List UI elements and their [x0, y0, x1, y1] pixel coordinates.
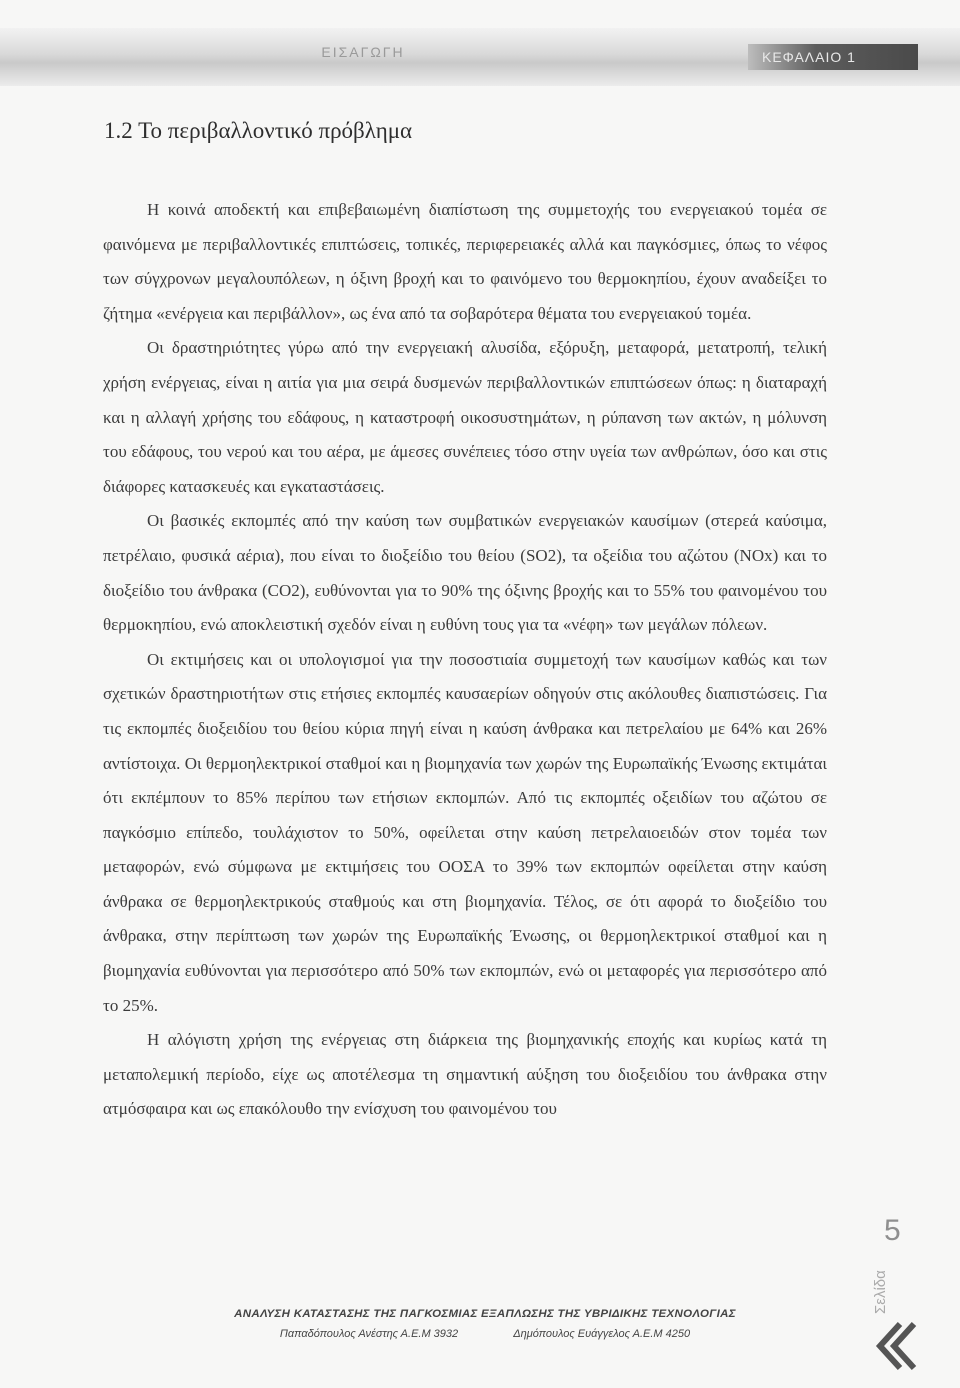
footer-authors [160, 1328, 810, 1340]
paragraph: Η κοινά αποδεκτή και επιβεβαιωμένη διαπίστωση της συμμετοχής του ενεργειακού τομέα σε φαινόμενα με περιβαλλοντικές επιπτώσεις, τοπικές, περιφερειακές αλλά και παγκόσμιες, όπως το νέφος των σύγχρονων μεγαλουπόλεων, η όξινη βροχή και το φαινόμενο του θερμοκηπίου, έχουν αναδείξει το ζήτημα «ενέργεια και περιβάλλον», ως ένα από τα σοβαρότερα θέματα του ενεργειακού τομέα. [103, 200, 827, 323]
paragraph: Οι δραστηριότητες γύρω από την ενεργειακή αλυσίδα, εξόρυξη, μεταφορά, μετατροπή, τελική χρήση ενέργειας, είναι η αιτία για μια σειρά δυσμενών περιβαλλοντικών επιπτώσεων όπως: η διαταραχή και η αλλαγή χρήσης του εδάφους, η καταστροφή οικοσυστημάτων, η ρύπανση των ακτών, η μόλυνση του εδάφους, του νερού και του αέρα, με άμεσες συνέπειες τόσο στην υγεία των ανθρώπων, όσο και στις διάφορες κατασκευές και εγκαταστάσεις. [103, 338, 827, 496]
header-chapter-number: ΚΕΦΑΛΑΙΟ 1 [748, 44, 918, 70]
footer-author-1: Παπαδόπουλος Ανέστης Α.Ε.Μ 3932 [279, 1328, 459, 1340]
footer [160, 1308, 810, 1340]
page-number-value: 5 [884, 1214, 901, 1247]
header-chapter-name: ΕΙΣΑΓΩΓΗ [321, 44, 405, 60]
footer-title: ΑΝΑΛΥΣΗ ΚΑΤΑΣΤΑΣΗΣ ΤΗΣ ΠΑΓΚΟΣΜΙΑΣ ΕΞΑΠΛΩΣΗΣ ΤΗΣ ΥΒΡΙΔΙΚΗΣ ΤΕΧΝΟΛΟΓΙΑΣ [234, 1308, 736, 1320]
paragraph: Οι εκτιμήσεις και οι υπολογισμοί για την ποσοστιαία συμμετοχή των καυσίμων καθώς και των σχετικών δραστηριοτήτων στις ετήσιες εκπομπές καυσαερίων οδηγούν στις ακόλουθες διαπιστώσεις. Για τις εκπομπές διοξειδίου του θείου κύρια πηγή είναι η καύση άνθρακα και πετρελαίου με 64% και 26% αντίστοιχα. Οι θερμοηλεκτρικοί σταθμοί και η βιομηχανία των χωρών της Ευρωπαϊκής Ένωσης εκτιμάται ότι εκπέμπουν το 85% περίπου των ετήσιων εκπομπών. Από τις εκπομπές οξειδίων του αζώτου σε παγκόσμιο επίπεδο, τουλάχιστον το 50%, οφείλεται στην καύση πετρελαιοειδών στον τομέα των μεταφορών, ενώ σύμφωνα με εκτιμήσεις του ΟΟΣΑ το 39% των εκπομπών οφείλεται στην καύση άνθρακα σε θερμοηλεκτρικούς σταθμούς και στη βιομηχανία. Τέλος, σε ότι αφορά το διοξείδιο του άνθρακα, στην περίπτωση των χωρών της Ευρωπαϊκής Ένωσης, οι θερμοηλεκτρικοί σταθμοί και η βιομηχανία ευθύνονται για περισσότερο από 50% των εκπομπών, ενώ οι μεταφορές για περισσότερο από το 25%. [103, 649, 827, 1015]
page-number [872, 1214, 922, 1314]
paragraph: Οι βασικές εκπομπές από την καύση των συμβατικών ενεργειακών καυσίμων (στερεά καύσιμα, πετρέλαιο, φυσικά αέρια), που είναι το διοξείδιο του θείου (SO2), τα οξείδια του αζώτου (NOx) και το διοξείδιο του άνθρακα (CO2), ευθύνονται για το 90% της όξινης βροχής και το 55% του φαινομένου του θερμοκηπίου, ενώ αποκλειστική σχεδόν είναι η ευθύνη τους για τα «νέφη» των μεγάλων πόλεων. [103, 511, 827, 635]
footer-author-2: Δημόπουλος Ευάγγελος Α.Ε.Μ 4250 [513, 1328, 691, 1340]
body-text [103, 193, 827, 1127]
double-chevron-left-icon [870, 1316, 920, 1376]
page-label: Σελίδα [872, 1270, 889, 1314]
paragraph: Η αλόγιστη χρήση της ενέργειας στη διάρκεια της βιομηχανικής εποχής και κυρίως κατά τη μεταπολεμική περίοδο, είχε ως αποτέλεσμα τη σημαντική αύξηση του διοξειδίου του άνθρακα στην ατμόσφαιρα και ως επακόλουθο την ενίσχυση του φαινομένου του [103, 1030, 827, 1119]
section-title: 1.2 Το περιβαλλοντικό πρόβλημα [104, 118, 413, 143]
